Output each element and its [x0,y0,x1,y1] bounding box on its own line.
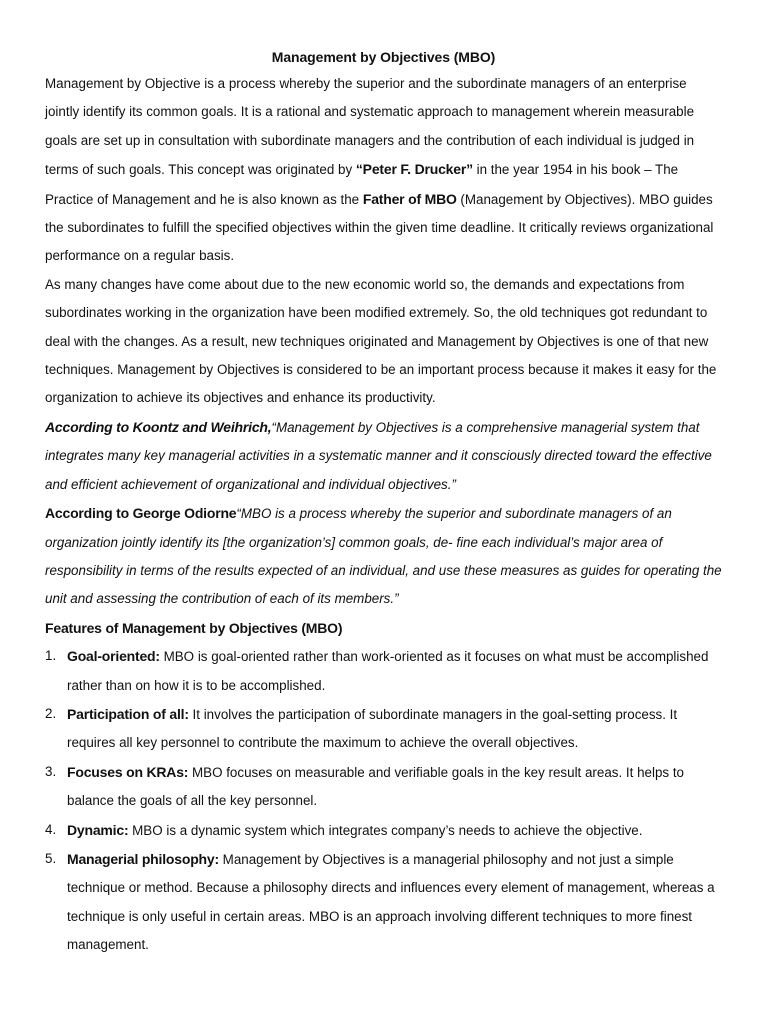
feature-number: 4. [45,821,57,837]
feature-number: 3. [45,763,57,779]
feature-text: MBO is a dynamic system which integrates company’s needs to achieve the objective. [128,822,643,838]
feature-number: 2. [45,705,57,721]
feature-item [45,758,722,816]
intro-text-2: in the year 1954 in his book – The Practice of Management and he is also known as the [45,162,679,207]
koontz-source: According to Koontz and Weihrich, [45,418,272,435]
feature-title: Participation of all: [67,705,189,722]
koontz-text: “Management by Objectives is a comprehensive managerial system that integrates many key managerial activities in a systematic manner and it consciously directed toward the effective and efficient achievement of organizational and individual objectives.” [45,419,712,492]
koontz-quote [45,413,722,499]
odiorne-source: According to George Odiorne [45,505,237,522]
feature-item [45,642,722,700]
feature-text: MBO is goal-oriented rather than work-oriented as it focuses on what must be accomplished rather than on how it is to be accomplished. [67,649,709,693]
feature-text: MBO focuses on measurable and verifiable goals in the key result areas. It helps to balance the goals of all the key personnel. [67,764,684,809]
feature-title: Focuses on KRAs: [67,763,189,780]
odiorne-quote [45,499,722,614]
feature-item [45,700,722,758]
document-title: Management by Objectives (MBO) [271,49,496,65]
feature-text: Management by Objectives is a managerial philosophy and not just a simple technique or method. Because a philosophy directs and influences every element of management, whereas a technique is only useful in certain areas. MBO is an approach involving different techniques to more finest management. [67,851,715,953]
odiorne-text: “MBO is a process whereby the superior and subordinate managers of an organization jointly identify its [the organization’s] common goals, de- fine each individual’s major area of responsibility in terms of the results expected of an individual, and use these measures as guides for operating the unit and assessing the contribution of each of its members.” [45,506,722,607]
features-list [45,642,722,959]
father-of-mbo: Father of MBO [362,190,457,207]
intro-text-1: Management by Objective is a process whereby the superior and the subordinate managers of an enterprise jointly identify its common goals. It is a rational and systematic approach to management wherein measurable goals are set up in consultation with subordinate managers and the contribution of each individual is judged in terms of such goals. This concept was originated by [45,76,695,178]
features-heading: Features of Management by Objectives (MBO) [45,619,343,636]
feature-number: 1. [45,648,57,664]
intro-paragraph [45,70,722,271]
changes-paragraph: As many changes have come about due to the new economic world so, the demands and expectations from subordinates working in the organization have been modified extremely. So, the old techniques got redundant to deal with the changes. As a result, new techniques originated and Management by Objectives is one of that new techniques. Management by Objectives is considered to be an important process because it makes it easy for the organization to achieve its objectives and enhance its productivity. [45,276,717,406]
feature-title: Managerial philosophy: [67,850,219,867]
intro-text-3: (Management by Objectives). MBO guides the subordinates to fulfill the specified objectives within the given time deadline. It critically reviews organizational performance on a regular basis. [45,191,714,264]
feature-number: 5. [45,850,57,866]
drucker-name: “Peter F. Drucker” [355,161,473,178]
feature-title: Dynamic: [67,821,129,838]
feature-text: It involves the participation of subordinate managers in the goal-setting process. It requires all key personnel to contribute the maximum to achieve the overall objectives. [67,706,678,751]
feature-item [45,816,722,845]
feature-item [45,845,722,960]
feature-title: Goal-oriented: [67,648,160,665]
